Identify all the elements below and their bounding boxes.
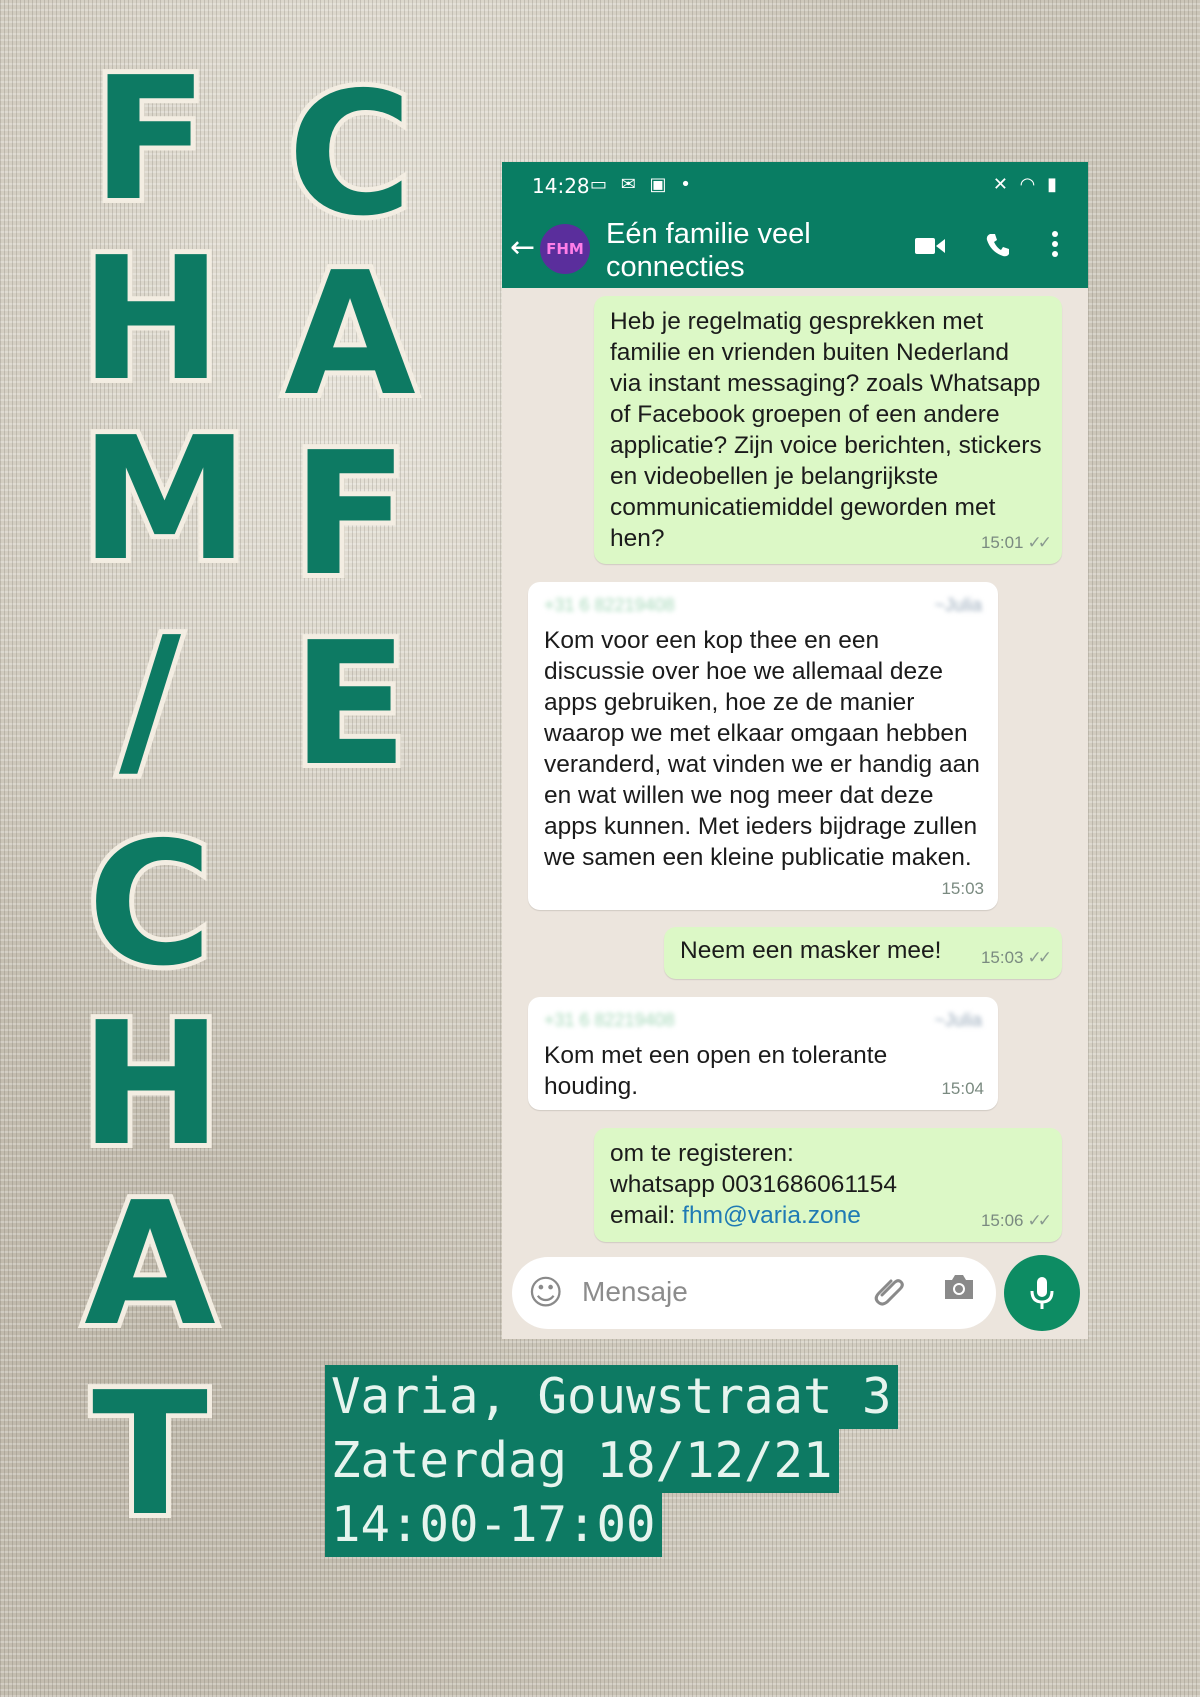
read-ticks-icon: ✓✓ — [1027, 948, 1048, 967]
poster-letter-h: H — [80, 221, 223, 419]
email-link[interactable]: fhm@varia.zone — [682, 1202, 861, 1229]
event-time: 14:00-17:00 — [325, 1493, 662, 1557]
read-ticks-icon: ✓✓ — [1027, 1211, 1048, 1230]
poster-letter-t: T — [92, 1356, 208, 1554]
read-ticks-icon: ✓✓ — [1027, 533, 1048, 552]
message-input[interactable]: Mensaje — [582, 1276, 688, 1307]
message-sender: +31 6 82219408 ~Julia — [544, 595, 982, 615]
mic-icon[interactable] — [1004, 1255, 1080, 1331]
event-location: Varia, Gouwstraat 3 — [325, 1365, 898, 1429]
message-text: Heb je regelmatig gesprekken met familie en vrienden buiten Nederland via instant messaging? zoals Whatsapp of Facebook groepen of een andere applicatie? Zijn voice berichten, stickers en videobellen je belangrijkste communicatiemiddel geworden met hen? — [610, 308, 1042, 552]
signal-battery-icons: ✕ ◠ ▮ — [992, 174, 1060, 195]
poster-letter-c: C — [87, 806, 213, 1004]
status-time: 14:28 — [532, 174, 590, 198]
emoji-icon[interactable]: ☺ — [528, 1273, 564, 1313]
message-outgoing[interactable] — [664, 927, 1062, 979]
poster-slash: / — [118, 601, 182, 799]
attach-icon[interactable] — [872, 1273, 906, 1315]
poster-letter-e: E — [291, 606, 409, 804]
poster-letter-c2: C — [287, 56, 413, 254]
message-meta: 15:01 ✓✓ — [980, 533, 1048, 552]
camera-icon[interactable] — [942, 1273, 976, 1309]
message-incoming[interactable] — [528, 582, 998, 910]
poster-letter-f: F — [91, 41, 209, 239]
poster-letter-f2: F — [291, 416, 409, 614]
message-sender: +31 6 82219408 ~Julia — [544, 1010, 982, 1030]
whatsapp-screenshot — [502, 162, 1088, 1339]
message-line: email: fhm@varia.zone — [610, 1202, 861, 1229]
poster-letter-h2: H — [80, 986, 223, 1184]
message-text: Kom voor een kop thee en een discussie over hoe we allemaal deze apps gebruiken, hoe ze de manier waarop we met elkaar omgaan hebben veranderd, wat vinden we er handig aan en wat willen we nog meer dat deze apps kunnen. Met ieders bijdrage zullen we samen een kleine publicatie maken. — [544, 627, 980, 871]
poster-letter-a: A — [84, 1166, 216, 1364]
poster-letter-m: M — [80, 401, 250, 599]
message-text: Kom met een open en tolerante houding. — [544, 1042, 888, 1100]
message-meta: 15:03 — [941, 879, 984, 898]
message-outgoing[interactable] — [594, 296, 1062, 564]
back-arrow-icon[interactable]: ← — [510, 230, 536, 265]
message-meta: 15:06 ✓✓ — [980, 1211, 1048, 1230]
poster-letter-a2: A — [284, 236, 416, 434]
phone-call-icon[interactable] — [985, 232, 1011, 265]
status-bar — [502, 162, 1088, 212]
chat-header — [502, 212, 1088, 288]
group-avatar[interactable]: FHM — [540, 224, 590, 274]
message-line: whatsapp 0031686061154 — [610, 1171, 898, 1198]
notification-icons: ▭ ✉ ▣ • — [590, 174, 695, 195]
message-meta: 15:04 — [941, 1079, 984, 1098]
event-info — [325, 1365, 898, 1557]
message-meta: 15:03 ✓✓ — [980, 948, 1048, 967]
video-call-icon[interactable] — [914, 232, 946, 265]
message-line: om te registeren: — [610, 1140, 794, 1167]
more-options-icon[interactable] — [1051, 230, 1059, 265]
chat-title[interactable]: Eén familie veel connecties — [606, 218, 811, 283]
message-text: Neem een masker mee! — [680, 937, 942, 964]
event-date: Zaterdag 18/12/21 — [325, 1429, 839, 1493]
message-input-bar[interactable] — [512, 1257, 996, 1329]
message-outgoing[interactable] — [594, 1128, 1062, 1242]
message-incoming[interactable] — [528, 997, 998, 1110]
